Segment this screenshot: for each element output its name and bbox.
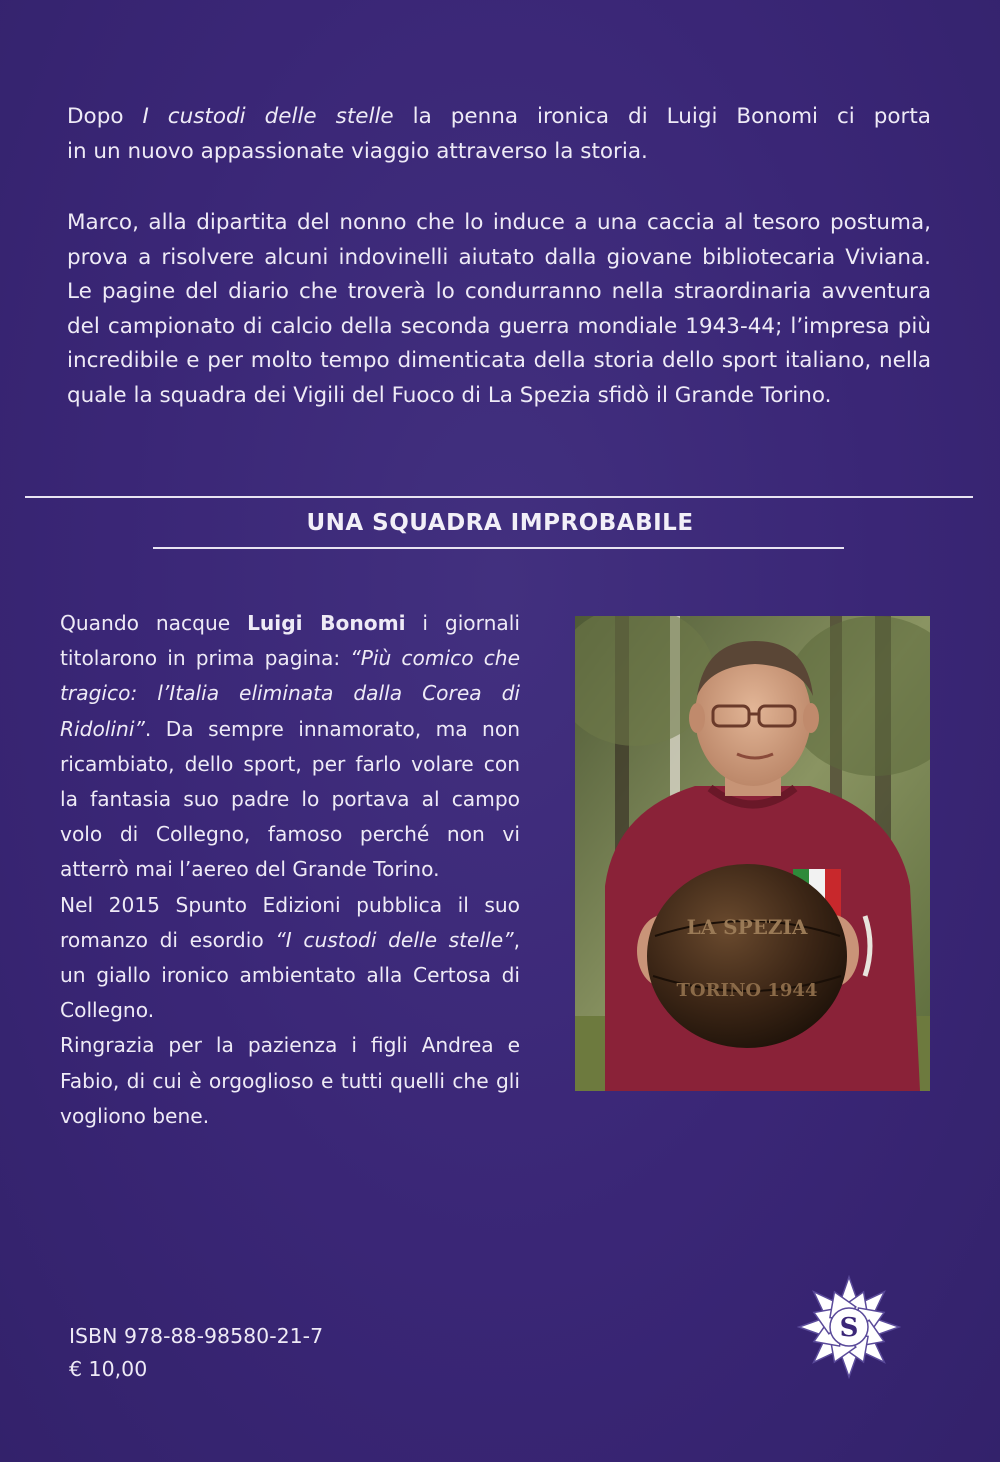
isbn-number: ISBN 978-88-98580-21-7 <box>69 1324 324 1348</box>
author-bio: Quando nacque Luigi Bonomi i giornali titolarono in prima pagina: “Più comico che tragico: l’Italia eliminata dalla Corea di Ridolini”. Da sempre innamorato, ma non ricambiato, dello sport, per farlo volare con la fantasia suo padre lo portava al campo volo di Collegno, famoso perché non vi atterrò mai l’aereo del Grande Torino. Nel 2015 Spunto Edizioni pubblica il suo romanzo di esordio “I custodi delle stelle”, un giallo ironico ambientato alla Certosa di Collegno. Ringrazia per la pazienza i figli Andrea e Fabio, di cui è orgoglioso e tutti quelli che gli vogliono bene. <box>60 611 521 1128</box>
section-title: UNA SQUADRA IMPROBABILE <box>306 510 694 536</box>
ball-text-top: LA SPEZIA <box>686 915 808 939</box>
intro-paragraph <box>67 100 931 169</box>
divider-bottom <box>153 547 844 549</box>
headline-quote: “Più comico che tragico: l’Italia eliminata dalla Corea di Ridolini” <box>60 646 521 741</box>
divider-top <box>25 496 973 498</box>
isbn-block <box>69 1320 323 1386</box>
logo-letter: S <box>839 1313 859 1343</box>
intro-line-1: Dopo I custodi delle stelle la penna ironica di Luigi Bonomi ci porta <box>67 104 931 129</box>
book-title: I custodi delle stelle <box>142 104 394 129</box>
synopsis-paragraph: Marco, alla dipartita del nonno che lo induce a una caccia al tesoro postuma, prova a risolvere alcuni indovinelli aiutato dalla giovane bibliotecaria Viviana. Le pagine del diario che troverà lo condurranno nella straordinaria avventura del campionato di calcio della seconda guerra mondiale 1943-44; l’impresa più incredibile e per molto tempo dimenticata della storia dello sport italiano, nella quale la squadra dei Vigili del Fuoco di La Spezia sfidò il Grande Torino. <box>67 210 931 408</box>
publisher-logo <box>797 1275 901 1379</box>
price: € 10,00 <box>69 1357 148 1381</box>
author-photo <box>575 616 930 1091</box>
ball-text-bottom: TORINO 1944 <box>676 980 818 1001</box>
intro-line-2: in un nuovo appassionate viaggio attraverso la storia. <box>67 138 648 164</box>
debut-title: “I custodi delle stelle” <box>275 927 514 952</box>
author-name: Luigi Bonomi <box>247 611 406 635</box>
